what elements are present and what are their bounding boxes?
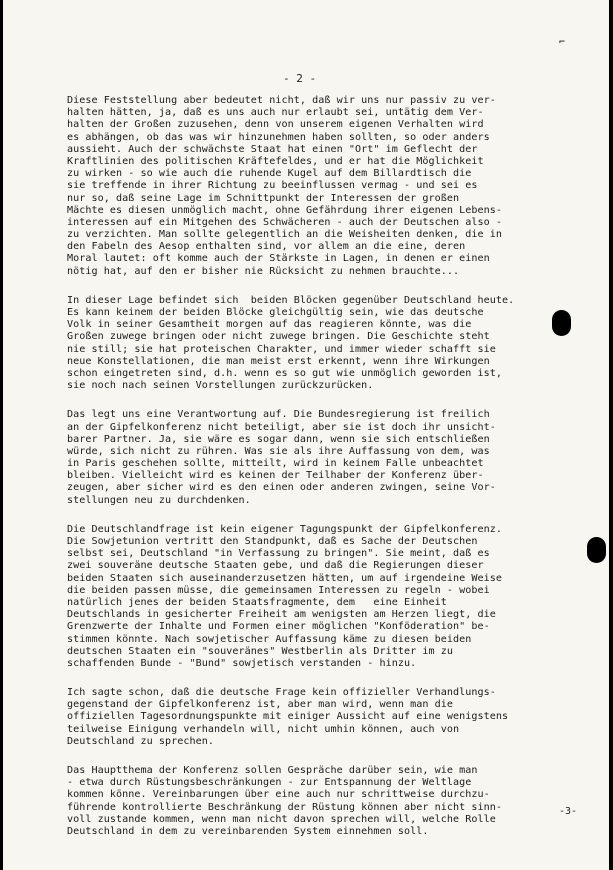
text-line: barer Partner. Ja, sie wäre es sogar dann, wenn sie sich entschließen [67,433,490,445]
text-line: Großen zuwege bringen oder nicht zuwege bringen. Die Geschichte steht [67,331,490,343]
text-line: deutschen Staaten ein "souveränes" Westberlin als Dritter im zu [67,645,453,657]
text-line: natürlich jenes der beiden Staatsfragmente, dem eine Einheit [67,596,447,608]
text-line: nur so, daß seine Lage im Schnittpunkt der Interessen der großen [67,192,460,204]
body-text [67,95,595,855]
page-number: - 2 - [283,72,317,85]
text-line: halten der Großen zuzusehen, denn von unserem eigenen Verhalten wird [67,119,484,131]
text-line: Deutschland in dem zu vereinbarenden System einnehmen soll. [67,825,429,837]
text-line: - etwa durch Rüstungsbeschränkungen - zur Entspannung der Weltlage [67,777,472,789]
text-line: halten hätten, ja, daß es uns auch nur erlaubt sei, untätig dem Ver- [67,107,484,119]
text-line: Moral lautet: oft komme auch der Stärkste in Lagen, in denen er einen [67,253,490,265]
text-line: Das Hauptthema der Konferenz sollen Gespräche darüber sein, wie man [67,765,478,776]
text-line: an der Gipfelkonferenz nicht beteiligt, aber sie ist doch ihr unsicht- [67,421,496,433]
text-line: zwei souveräne deutsche Staaten gebe, und daß die Regierungen dieser [67,560,484,572]
text-line: kommen könne. Vereinbarungen über eine auch nur schrittweise durchzu- [67,789,490,801]
text-line: schon eingetreten sind, d.h. wenn es so gut wie unmöglich geworden ist, [67,367,503,379]
typewritten-page [3,0,609,870]
text-line: die beiden passen müsse, die gemeinsamen Interessen zu regeln - wobei [67,584,490,596]
punch-hole [552,310,571,336]
text-line: führende kontrollierte Beschränkung der Rüstung können aber nicht sinn- [67,801,503,813]
text-line: würde, sich nicht zu rühren. Was sie als ihre Auffassung von dem, was [67,445,490,457]
text-line: bleiben. Vielleicht wird es keinen der Teilhaber der Konferenz über- [67,470,484,482]
text-line: sie noch nach seinen Vorstellungen zurückzurücken. [67,380,374,392]
text-line: zeugen, aber sicher wird es den einen oder anderen zwingen, seine Vor- [67,482,496,494]
text-line: selbst sei, Deutschland "in Verfassung zu bringen". Sie meint, daß es [67,548,490,560]
corner-mark: ⌐ [559,37,566,48]
paragraph [67,295,595,393]
text-line: den Fabeln des Aesop enthalten sind, vor allem an die eine, deren [67,241,466,253]
text-line: zu wirken - so wie auch die ruhende Kugel auf dem Billardtisch die [67,168,472,180]
text-line: Mächte es diesen unmöglich macht, ohne Gefährdung ihrer eigenen Lebens- [67,204,503,216]
text-line: Ich sagte schon, daß die deutsche Frage kein offizieller Verhandlungs- [67,687,496,699]
text-line: teilweise Einigung verhandeln will, nicht umhin können, auch von [67,723,460,735]
text-line: in Paris geschehen sollte, mitteilt, wird in keinem Falle unbeachtet [67,458,484,470]
text-line: Die Sowjetunion vertritt den Standpunkt, daß es Sache der Deutschen [67,536,478,547]
text-line: schaffenden Bunde - "Bund" sowjetisch verstanden - hinzu. [67,657,417,669]
text-line: Es kann keinem der beiden Blöcke gleichgültig sein, wie das deutsche [67,307,484,318]
text-line: Kraftlinien des politischen Kräftefeldes, und er hat die Möglichkeit [67,155,484,167]
text-line: Grenzwerte der Inhalte und Formen einer möglichen "Konföderation" be- [67,621,490,633]
paragraph [67,95,595,278]
paragraph [67,765,595,838]
text-line: beiden Staaten sich auseinanderzusetzen hätten, um auf irgendeine Weise [67,572,503,584]
text-line: Diese Feststellung aber bedeutet nicht, daß wir uns nur passiv zu ver- [67,95,496,106]
paragraph [67,524,595,670]
paragraph [67,687,595,748]
text-line: Deutschland zu sprechen. [67,735,215,747]
paragraph [67,409,595,507]
next-page-marker: -3- [559,806,578,817]
text-line: Volk in seiner Gesamtheit morgen auf das reagieren könnte, was die [67,319,472,331]
text-line: zu verzichten. Man sollte gelegentlich an die Weisheiten denken, die in [67,229,503,241]
text-line: nötig hat, auf den er bisher nie Rücksicht zu nehmen brauchte... [67,265,460,277]
text-line: offiziellen Tagesordnungspunkte mit einiger Aussicht auf eine wenigstens [67,711,509,723]
text-line: voll zustande kommen, wenn man nicht davon sprechen will, welche Rolle [67,813,496,825]
text-line: nie still; sie hat proteischen Charakter, und immer wieder schafft sie [67,343,496,355]
text-line: stimmen könnte. Nach sowjetischer Auffassung käme zu diesen beiden [67,633,472,645]
text-line: interessen auf ein Mitgehen des Schwächeren - auch der Deutschen also - [67,216,503,228]
text-line: sie treffende in ihrer Richtung zu beeinflussen vermag - und sei es [67,180,478,192]
text-line: Deutschlands in gesicherter Freiheit am wenigsten am Herzen liegt, die [67,609,496,621]
text-line: Das legt uns eine Verantwortung auf. Die Bundesregierung ist freilich [67,409,490,421]
text-line: gegenstand der Gipfelkonferenz ist, aber man wird, wenn man die [67,699,453,711]
text-line: Die Deutschlandfrage ist kein eigener Tagungspunkt der Gipfelkonferenz. [67,523,503,535]
text-line: es abhängen, ob das was wir hinzunehmen haben sollten, so oder anders [67,131,490,143]
text-line: In dieser Lage befindet sich beiden Blöcken gegenüber Deutschland heute. [67,294,515,306]
text-line: neue Konstellationen, die man meist erst erkennt, wenn ihre Wirkungen [67,355,490,367]
text-line: aussieht. Auch der schwächste Staat hat einen "Ort" im Geflecht der [67,143,478,155]
text-line: stellungen neu zu durchdenken. [67,494,251,506]
punch-hole [587,537,606,563]
